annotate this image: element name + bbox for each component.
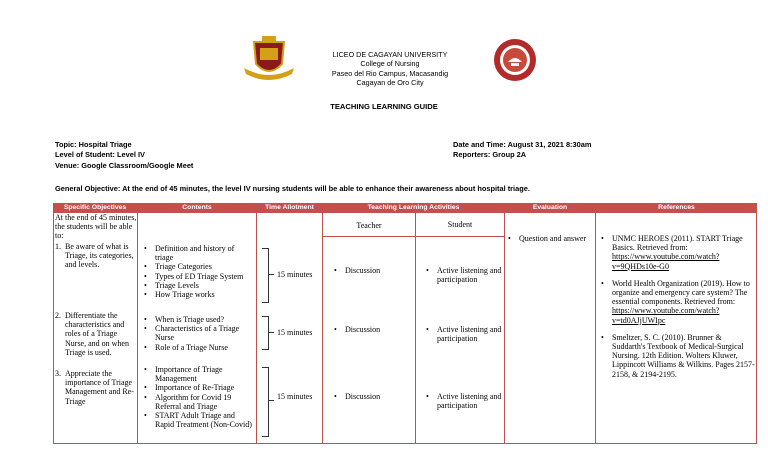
- header-time: Time Allotment: [257, 203, 322, 213]
- teacher-activity-2: [331, 325, 413, 334]
- venue: Venue: Google Classroom/Google Meet: [55, 160, 194, 170]
- objective-row-2: [55, 311, 137, 357]
- college-name: College of Nursing: [360, 59, 420, 69]
- grid-line: [322, 203, 323, 444]
- content-item: • Triage Levels: [141, 281, 253, 290]
- reference-text: UNMC HEROES (2011). START Triage Basics. Retrieved from:: [612, 234, 743, 253]
- header-activities: Teaching Learning Activities: [323, 203, 504, 213]
- guide-title: TEACHING LEARNING GUIDE: [330, 102, 438, 111]
- header-contents: Contents: [138, 203, 256, 213]
- bracket-tick: [269, 400, 274, 401]
- content-item: • Role of a Triage Nurse: [141, 343, 253, 352]
- institution-header: [290, 50, 490, 88]
- content-item: • When is Triage used?: [141, 315, 253, 324]
- grid-line: [256, 203, 257, 444]
- level: Level of Student: Level IV: [55, 150, 145, 160]
- contents-list-3: [141, 365, 253, 429]
- grid-line: [53, 443, 757, 444]
- objective-text: Differentiate the characteristics and roles of a Triage Nurse, and on when Triage is used.: [65, 311, 129, 357]
- grid-line: [595, 203, 596, 444]
- reference-item: [598, 234, 756, 271]
- header-objectives: Specific Objectives: [53, 203, 137, 213]
- city-name: Cagayan de Oro City: [356, 78, 424, 88]
- content-item: • Types of ED Triage System: [141, 272, 253, 281]
- teacher-activity: • Discussion: [331, 392, 413, 401]
- bracket-tick: [269, 274, 274, 275]
- content-item: • Importance of Triage Management: [141, 365, 253, 383]
- grid-line: [322, 236, 504, 237]
- content-item: • Triage Categories: [141, 262, 253, 271]
- topic: Topic: Hospital Triage: [55, 140, 132, 149]
- time-row-1: 15 minutes: [277, 270, 313, 279]
- objective-intro: At the end of 45 minutes, the students will be able to:: [55, 213, 137, 241]
- bracket: [262, 316, 269, 350]
- objective-number: 2.: [55, 311, 61, 320]
- session-info: [55, 140, 193, 171]
- reference-text: Smeltzer, S. C. (2010). Brunner & Suddarth's Textbook of Medical-Surgical Nursing. 12th Edition. Wolters Kluwer, Lippincott Williams & Wilkins. Pages 2157-2158, & 2194-2195.: [612, 332, 755, 379]
- student-activity: • Active listening and participation: [423, 392, 503, 410]
- content-item: • START Adult Triage and Rapid Treatment (Non-Covid): [141, 411, 253, 429]
- student-activity-1: [423, 266, 503, 284]
- college-seal: [492, 36, 538, 84]
- reference-item: [598, 333, 756, 379]
- content-item: • Characteristics of a Triage Nurse: [141, 324, 253, 342]
- general-objective: General Objective: At the end of 45 minutes, the level IV nursing students will be able to enhance their awareness about hospital triage.: [55, 184, 530, 193]
- reference-text: World Health Organization (2019). How to organize and emergency care system? The essential components. Retrieved from:: [612, 278, 750, 307]
- evaluation-method: [505, 234, 595, 243]
- evaluation-item: • Question and answer: [505, 234, 595, 243]
- content-item: • Importance of Re-Triage: [141, 383, 253, 392]
- objective-text: Appreciate the importance of Triage Management and Re-Triage: [65, 369, 134, 406]
- bracket: [262, 367, 269, 437]
- student-activity-3: [423, 392, 503, 410]
- teacher-activity-1: [331, 266, 413, 275]
- teacher-activity-3: [331, 392, 413, 401]
- content-item: • How Triage works: [141, 290, 253, 299]
- objective-text: Be aware of what is Triage, its categories, and levels.: [65, 242, 134, 270]
- reference-link[interactable]: https://www.youtube.com/watch?v=td0AJjUWIpc: [612, 306, 720, 325]
- objective-row-3: [55, 369, 137, 406]
- references-list: [598, 234, 756, 379]
- university-name: LICEO DE CAGAYAN UNIVERSITY: [332, 50, 448, 59]
- teacher-activity: • Discussion: [331, 325, 413, 334]
- objective-number: 3.: [55, 369, 61, 378]
- contents-list-2: [141, 315, 253, 352]
- subheader-teacher: Teacher: [356, 221, 382, 230]
- bracket-tick: [269, 332, 274, 333]
- student-activity: • Active listening and participation: [423, 325, 503, 343]
- time-row-2: 15 minutes: [277, 328, 313, 337]
- contents-list-1: [141, 244, 253, 299]
- bracket: [262, 248, 269, 303]
- subheader-student: Student: [447, 220, 473, 229]
- content-item: • Definition and history of triage: [141, 244, 253, 262]
- lesson-plan-table: [53, 203, 757, 444]
- objective-row-1: [55, 242, 137, 270]
- reporters: Reporters: Group 2A: [453, 150, 527, 160]
- campus-name: Paseo del Rio Campus, Macasandig: [331, 68, 449, 78]
- grid-line: [137, 203, 138, 444]
- content-item: • Algorithm for Covid 19 Referral and Triage: [141, 393, 253, 411]
- teacher-activity: • Discussion: [331, 266, 413, 275]
- student-activity-2: [423, 325, 503, 343]
- reference-link[interactable]: https://www.youtube.com/watch?v=9QHDs10e-G0: [612, 252, 720, 271]
- header-references: References: [596, 203, 757, 213]
- time-row-3: 15 minutes: [277, 392, 313, 401]
- reference-item: [598, 279, 756, 325]
- header-evaluation: Evaluation: [505, 203, 595, 213]
- objective-number: 1.: [55, 242, 61, 251]
- grid-line: [415, 213, 416, 444]
- grid-line: [756, 203, 757, 444]
- grid-line: [53, 203, 54, 444]
- student-activity: • Active listening and participation: [423, 266, 503, 284]
- schedule-info: [453, 140, 591, 161]
- date-time: Date and Time: August 31, 2021 8:30am: [453, 140, 592, 149]
